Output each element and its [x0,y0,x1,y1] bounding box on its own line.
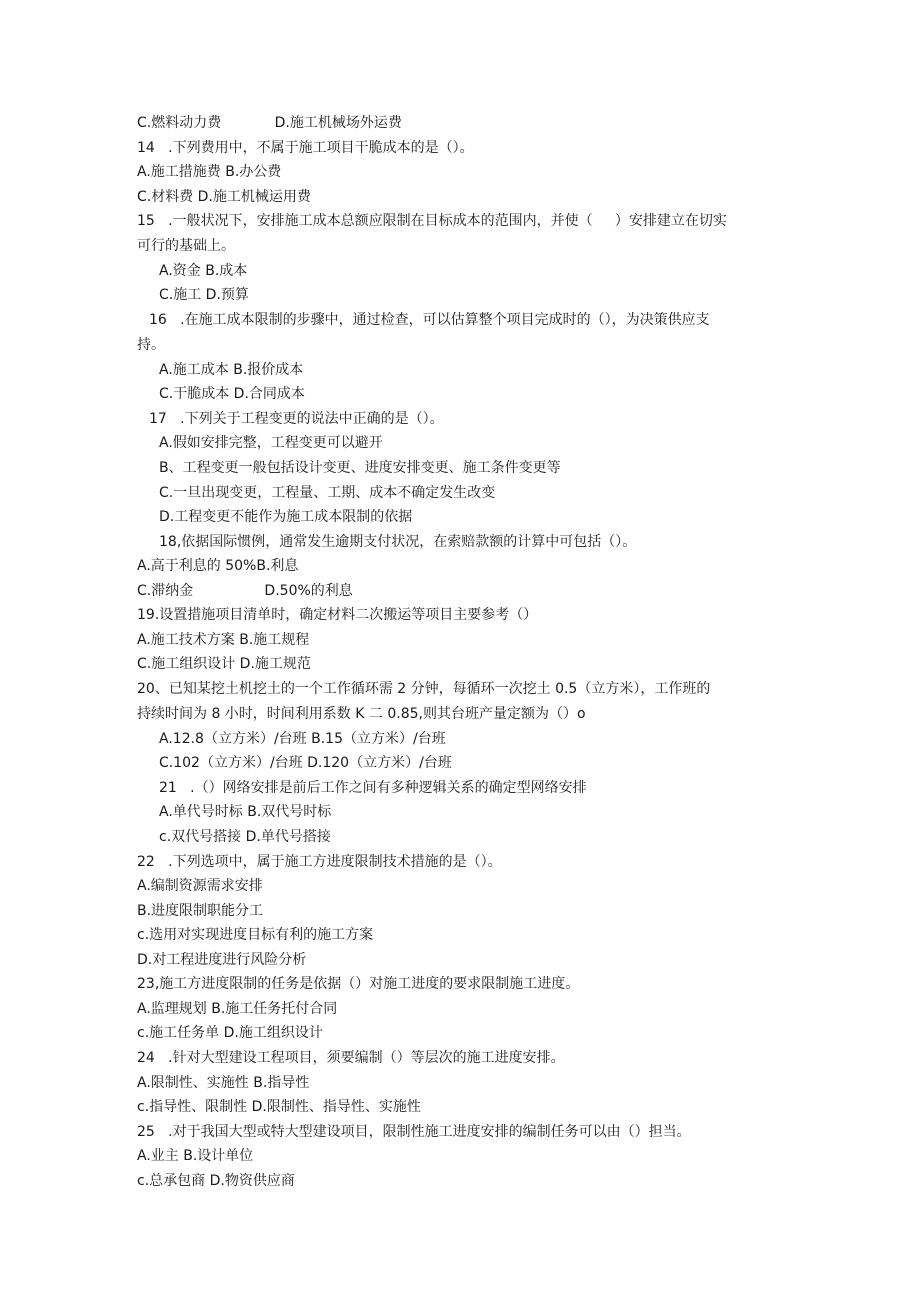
text-line: A.限制性、实施性 B.指导性 [137,1075,310,1091]
question-21: 21 .（）网络安排是前后工作之间有多种逻辑关系的确定型网络安排 [159,780,587,796]
text-line: A.假如安排完整，工程变更可以避开 [159,435,383,451]
text-line: D.对工程进度进行风险分析 [137,952,307,968]
text-line: C.燃料动力费 D.施工机械场外运费 [137,115,402,131]
text-line: 可行的基础上。 [137,238,235,254]
text-line: C.材料费 D.施工机械运用费 [137,189,311,205]
text-line: A.12.8（立方米）/台班 B.15（立方米）/台班 [159,731,446,747]
text-line: B、工程变更一般包括设计变更、进度安排变更、施工条件变更等 [159,460,561,476]
text-line: A.施工成本 B.报价成本 [159,362,304,378]
text-line: c.选用对实现进度目标有利的施工方案 [137,927,374,943]
text-line: C.102（立方米）/台班 D.120（立方米）/台班 [159,755,452,771]
text-line: A.监理规划 B.施工任务托付合同 [137,1001,338,1017]
text-line: A.施工技术方案 B.施工规程 [137,632,310,648]
question-19: 19.设置措施项目清单时，确定材料二次搬运等项目主要参考（） [137,607,538,623]
text-line: C.施工组织设计 D.施工规范 [137,656,311,672]
text-line: c.施工任务单 D.施工组织设计 [137,1025,323,1041]
question-23: 23,施工方进度限制的任务是依据（）对施工进度的要求限制施工进度。 [137,976,580,992]
text-line: C.滞纳金 D.50%的利息 [137,583,353,599]
text-line: c.指导性、限制性 D.限制性、指导性、实施性 [137,1099,421,1115]
question-18: 18,依据国际惯例，通常发生逾期支付状况，在索赔款额的计算中可包括（）。 [159,534,637,550]
text-line: C.施工 D.预算 [159,287,249,303]
text-line: 持。 [137,337,165,353]
text-line: c.总承包商 D.物资供应商 [137,1173,295,1189]
text-line: D.工程变更不能作为施工成本限制的依据 [159,509,413,525]
question-20: 20、已知某挖土机挖土的一个工作循环需 2 分钟，每循环一次挖土 0.5（立方米），工作班的 [137,681,711,697]
text-line: C.一旦出现变更，工程量、工期、成本不确定发生改变 [159,485,496,501]
text-line: C.干脆成本 D.合同成本 [159,386,305,402]
question-14: 14 .下列费用中，不属于施工项目干脆成本的是（）。 [137,140,474,156]
question-15: 15 .一般状况下，安排施工成本总额应限制在目标成本的范围内，并使（ ）安排建立在切实 [137,213,727,229]
text-line: 持续时间为 8 小时，时间利用系数 K 二 0.85,则其台班产量定额为（）o [137,706,586,722]
text-line: c.双代号搭接 D.单代号搭接 [159,829,331,845]
question-25: 25 .对于我国大型或特大型建设项目，限制性施工进度安排的编制任务可以由（）担当。 [137,1124,691,1140]
question-17: 17 .下列关于工程变更的说法中正确的是（）。 [149,411,444,427]
question-16: 16 .在施工成本限制的步骤中，通过检查，可以估算整个项目完成时的（），为决策供应支 [149,312,710,328]
text-line: A.施工措施费 B.办公费 [137,164,282,180]
text-line: A.高于利息的 50%B.利息 [137,558,299,574]
text-line: A.编制资源需求安排 [137,878,263,894]
question-24: 24 .针对大型建设工程项目，须要编制（）等层次的施工进度安排。 [137,1050,565,1066]
text-line: B.进度限制职能分工 [137,903,264,919]
text-line: A.资金 B.成本 [159,263,248,279]
question-22: 22 .下列选项中，属于施工方进度限制技术措施的是（）。 [137,854,502,870]
text-line: A.单代号时标 B.双代号时标 [159,804,332,820]
text-line: A.业主 B.设计单位 [137,1148,254,1164]
